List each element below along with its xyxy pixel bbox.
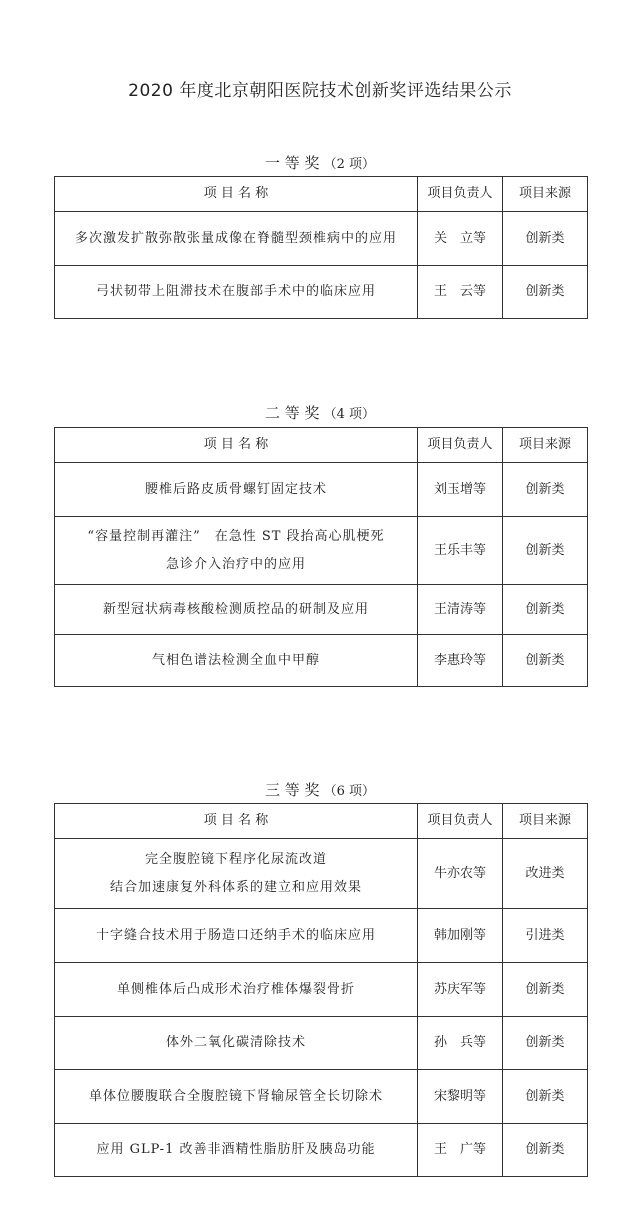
section-title: 一 等 奖 <box>265 154 320 172</box>
column-header-name: 项 目 名 称 <box>55 804 418 839</box>
table-row <box>55 212 588 266</box>
project-source: 创新类 <box>503 266 588 319</box>
project-lead: 宋黎明等 <box>418 1070 503 1124</box>
project-name: 多次激发扩散弥散张量成像在脊髓型颈椎病中的应用 <box>55 212 418 266</box>
project-lead: 王 云等 <box>418 266 503 319</box>
project-source: 创新类 <box>503 635 588 687</box>
section-heading-first-prize <box>0 152 640 173</box>
project-source: 创新类 <box>503 212 588 266</box>
column-header-source: 项目来源 <box>503 177 588 212</box>
project-lead: 李惠玲等 <box>418 635 503 687</box>
table-row <box>55 1070 588 1124</box>
project-name: 单侧椎体后凸成形术治疗椎体爆裂骨折 <box>55 963 418 1017</box>
table-row <box>55 635 588 687</box>
project-source: 改进类 <box>503 839 588 909</box>
table-row <box>55 1017 588 1070</box>
project-lead: 牛亦农等 <box>418 839 503 909</box>
project-name: 弓状韧带上阻滞技术在腹部手术中的临床应用 <box>55 266 418 319</box>
column-header-lead: 项目负责人 <box>418 177 503 212</box>
second-prize-table <box>54 427 588 687</box>
table-header-row <box>55 804 588 839</box>
section-heading-second-prize <box>0 402 640 423</box>
column-header-source: 项目来源 <box>503 428 588 463</box>
project-name-line-2: 结合加速康复外科体系的建立和应用效果 <box>109 879 362 895</box>
project-source: 引进类 <box>503 909 588 963</box>
table-header-row <box>55 428 588 463</box>
project-source: 创新类 <box>503 963 588 1017</box>
project-lead: 王 广等 <box>418 1124 503 1177</box>
project-source: 创新类 <box>503 1124 588 1177</box>
project-name: 气相色谱法检测全血中甲醇 <box>55 635 418 687</box>
project-name <box>55 517 418 585</box>
table-row <box>55 839 588 909</box>
column-header-source: 项目来源 <box>503 804 588 839</box>
project-lead: 王乐丰等 <box>418 517 503 585</box>
table-row <box>55 585 588 635</box>
project-name: 腰椎后路皮质骨螺钉固定技术 <box>55 463 418 517</box>
third-prize-table <box>54 803 588 1177</box>
first-prize-table <box>54 176 588 319</box>
project-lead: 刘玉增等 <box>418 463 503 517</box>
project-name-line-1: “容量控制再灌注” 在急性 ST 段抬高心肌梗死 <box>87 528 385 544</box>
table-row <box>55 1124 588 1177</box>
project-source: 创新类 <box>503 463 588 517</box>
column-header-name: 项 目 名 称 <box>55 428 418 463</box>
column-header-lead: 项目负责人 <box>418 428 503 463</box>
table-row <box>55 463 588 517</box>
project-name: 体外二氧化碳清除技术 <box>55 1017 418 1070</box>
section-heading-third-prize <box>0 779 640 800</box>
project-lead: 韩加刚等 <box>418 909 503 963</box>
table-row <box>55 909 588 963</box>
column-header-name: 项 目 名 称 <box>55 177 418 212</box>
project-name-line-2: 急诊介入治疗中的应用 <box>165 556 306 572</box>
project-source: 创新类 <box>503 1070 588 1124</box>
project-name: 新型冠状病毒核酸检测质控品的研制及应用 <box>55 585 418 635</box>
project-lead: 苏庆军等 <box>418 963 503 1017</box>
project-name: 十字缝合技术用于肠造口还纳手术的临床应用 <box>55 909 418 963</box>
section-count: （6 项） <box>323 784 375 799</box>
project-lead: 关 立等 <box>418 212 503 266</box>
section-count: （2 项） <box>323 157 375 172</box>
table-header-row <box>55 177 588 212</box>
table-row <box>55 963 588 1017</box>
column-header-lead: 项目负责人 <box>418 804 503 839</box>
project-source: 创新类 <box>503 585 588 635</box>
project-name: 应用 GLP-1 改善非酒精性脂肪肝及胰岛功能 <box>55 1124 418 1177</box>
project-name <box>55 839 418 909</box>
project-lead: 孙 兵等 <box>418 1017 503 1070</box>
project-name-line-1: 完全腹腔镜下程序化尿流改道 <box>144 851 327 867</box>
table-row <box>55 517 588 585</box>
project-source: 创新类 <box>503 517 588 585</box>
section-title: 三 等 奖 <box>265 781 320 799</box>
project-name: 单体位腰腹联合全腹腔镜下肾输尿管全长切除术 <box>55 1070 418 1124</box>
section-count: （4 项） <box>323 407 375 422</box>
document-title: 2020 年度北京朝阳医院技术创新奖评选结果公示 <box>128 81 512 101</box>
project-lead: 王清涛等 <box>418 585 503 635</box>
table-row <box>55 266 588 319</box>
section-title: 二 等 奖 <box>265 404 320 422</box>
project-source: 创新类 <box>503 1017 588 1070</box>
